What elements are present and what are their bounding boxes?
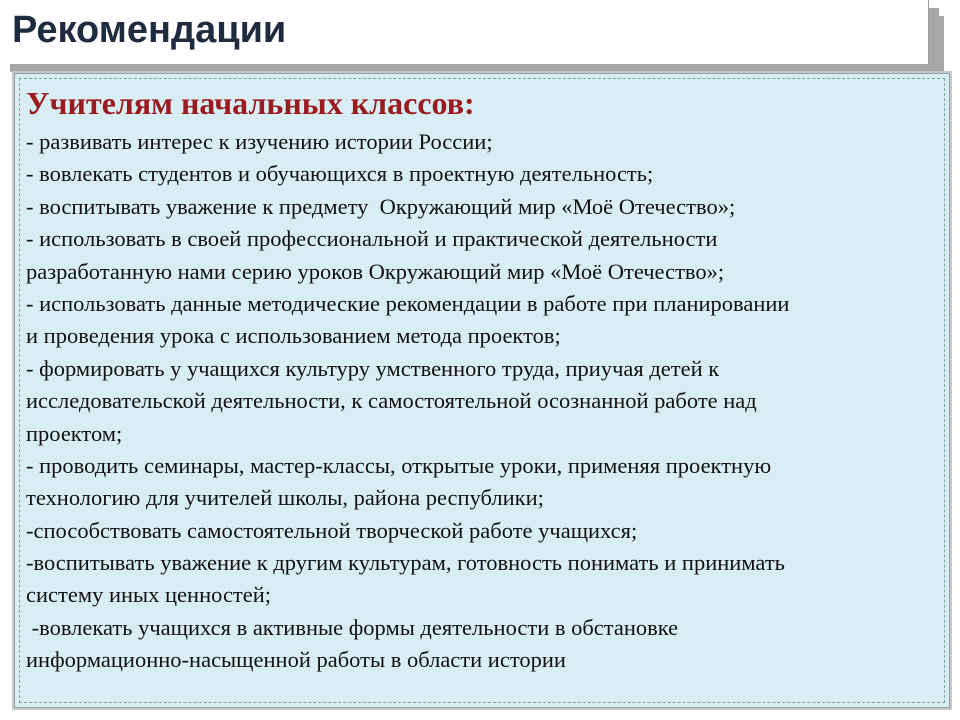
text-line: - проводить семинары, мастер-классы, открытые уроки, применяя проектную [26, 452, 772, 478]
text-line: разработанную нами серию уроков Окружающий мир «Моё Отечество»; [26, 258, 725, 284]
text-line: систему иных ценностей; [26, 582, 272, 608]
text-line: - использовать данные методические рекомендации в работе при планировании [26, 290, 790, 316]
text-line: и проведения урока с использованием метода проектов; [26, 323, 561, 349]
content-panel [14, 73, 950, 708]
text-line: исследовательской деятельности, к самостоятельной осознанной работе над [26, 388, 757, 414]
text-line: - формировать у учащихся культуру умственного труда, приучая детей к [26, 355, 720, 381]
title-shadow [930, 16, 944, 72]
text-line: -способствовать самостоятельной творческой работе учащихся; [26, 517, 638, 543]
section-heading: Учителям начальных классов: [26, 85, 475, 121]
page-title: Рекомендации [12, 9, 287, 51]
text-line: -воспитывать уважение к другим культурам, готовность понимать и принимать [26, 550, 785, 576]
text-line: - вовлекать студентов и обучающихся в проектную деятельность; [26, 161, 654, 187]
text-line: - использовать в своей профессиональной и практической деятельности [26, 226, 718, 252]
text-line: технологию для учителей школы, района республики; [26, 485, 544, 511]
text-line: - воспитывать уважение к предмету Окружающий мир «Моё Отечество»; [26, 193, 736, 219]
recommendations-list [26, 126, 931, 677]
text-line: информационно-насыщенной работы в области истории [26, 647, 566, 673]
text-line: -вовлекать учащихся в активные формы деятельности в обстановке [26, 614, 679, 640]
text-line: проектом; [26, 420, 123, 446]
text-line: - развивать интерес к изучению истории России; [26, 129, 493, 154]
title-bar [0, 0, 929, 64]
